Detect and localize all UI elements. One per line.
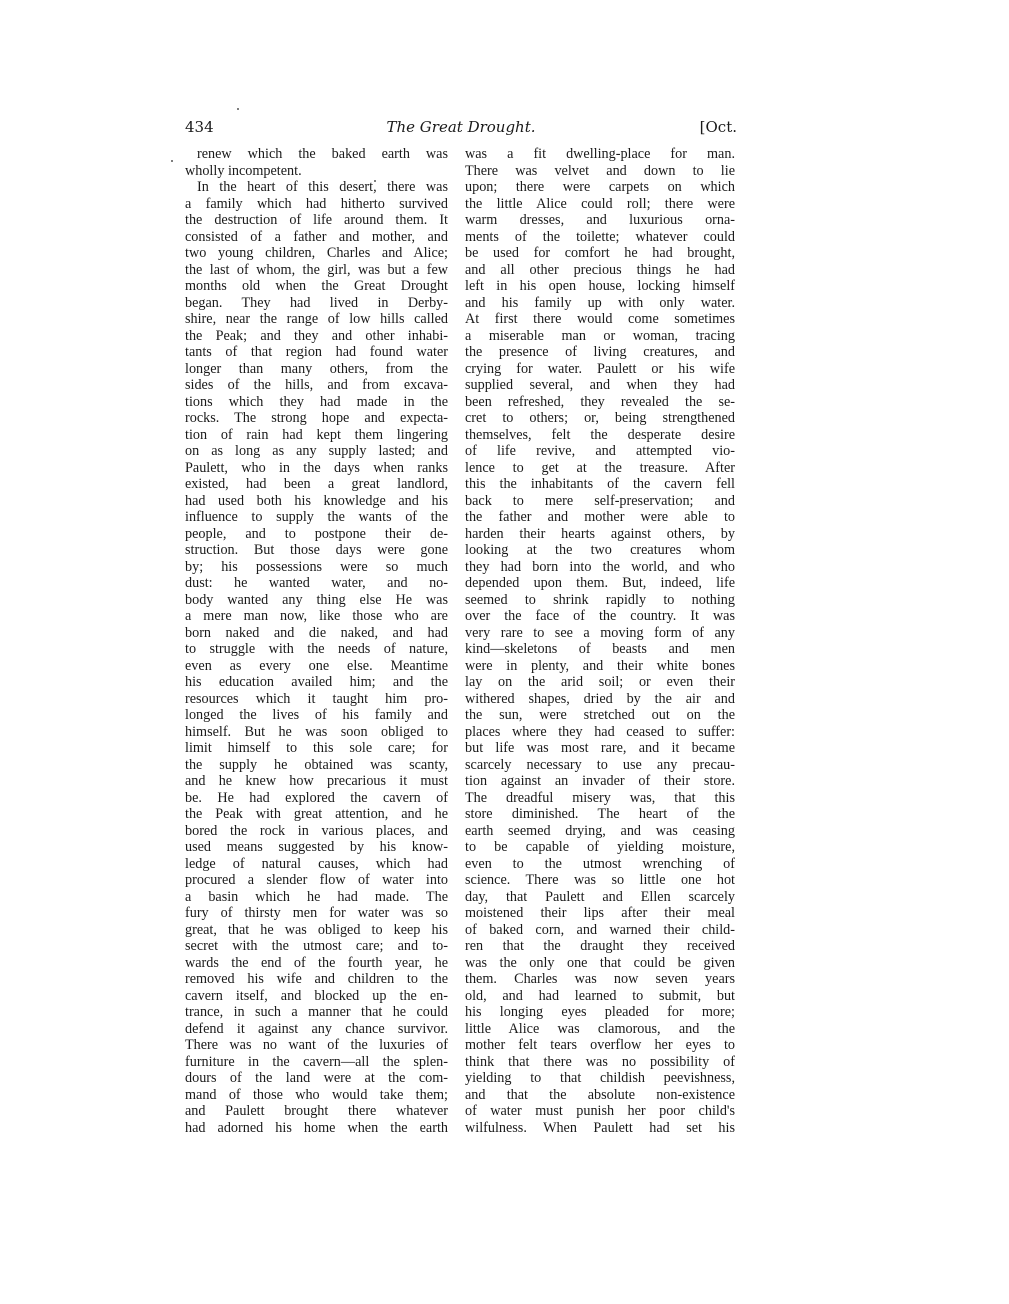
text-line: bored the rock in various places, and (185, 822, 448, 839)
text-line: consisted of a father and mother, and (185, 228, 448, 245)
text-line: the last of whom, the girl, was but a few (185, 261, 448, 278)
text-line: moistened their lips after their meal (465, 905, 735, 921)
text-line: ledge of natural causes, which had (185, 855, 448, 872)
text-line: lay on the arid soil; or even their (465, 674, 735, 690)
text-line: tants of that region had found water (185, 344, 448, 360)
text-line: rocks. The strong hope and expecta- (185, 410, 448, 426)
text-line: defend it against any chance survivor. (185, 1020, 448, 1037)
text-line: depended upon them. But, indeed, life (465, 575, 735, 591)
text-line: longer than many others, from the (185, 360, 448, 377)
text-line: the destruction of life around them. It (185, 212, 448, 228)
text-line: left in his open house, locking himself (465, 278, 735, 294)
text-line: great, that he was obliged to keep his (185, 921, 448, 938)
text-line: cret to others; or, being strengthened (465, 410, 735, 426)
header-month: [Oct. (699, 118, 737, 136)
text-line: and all other precious things he had (465, 261, 735, 278)
text-line: dours of the land were at the com- (185, 1070, 448, 1086)
text-line: lence to get at the treasure. After (465, 459, 735, 476)
text-line: to struggle with the needs of nature, (185, 641, 448, 657)
text-line: looking at the two creatures whom (465, 542, 735, 558)
text-line: months old when the Great Drought (185, 278, 448, 294)
text-line: removed his wife and children to the (185, 971, 448, 987)
text-line: tions which they had made in the (185, 393, 448, 410)
text-line: his education availed him; and the (185, 674, 448, 690)
text-line: of water must punish her poor child's (465, 1103, 735, 1119)
ink-speck (171, 160, 173, 162)
text-line: a miserable man or woman, tracing (465, 327, 735, 344)
text-line: furniture in the cavern—all the splen- (185, 1053, 448, 1070)
text-line: began. They had lived in Derby- (185, 294, 448, 311)
text-line: them. Charles was now seven years (465, 971, 735, 987)
page-number: 434 (185, 118, 214, 136)
text-line: resources which it taught him pro- (185, 690, 448, 707)
text-line: procured a slender flow of water into (185, 872, 448, 888)
text-line: they had born into the world, and who (465, 558, 735, 575)
text-line: the presence of living creatures, and (465, 344, 735, 360)
text-line: born naked and die naked, and had (185, 624, 448, 641)
text-line: yielding to that childish peevishness, (465, 1070, 735, 1086)
text-line: his longing eyes pleaded for more; (465, 1004, 735, 1020)
text-line: a family which had hitherto survived (185, 195, 448, 212)
text-line: seemed to shrink rapidly to nothing (465, 591, 735, 608)
text-line: influence to supply the wants of the (185, 509, 448, 525)
text-line: At first there would come sometimes (465, 311, 735, 327)
text-line: wilfulness. When Paulett had set his (465, 1119, 735, 1136)
text-line: scarcely necessary to use any precau- (465, 756, 735, 773)
text-line: been refreshed, they revealed the se- (465, 393, 735, 410)
text-line: warm dresses, and luxurious orna- (465, 212, 735, 228)
text-line: trance, in such a manner that he could (185, 1004, 448, 1020)
text-line: longed the lives of his family and (185, 707, 448, 723)
text-line: was a fit dwelling-place for man. (465, 146, 735, 162)
running-title: The Great Drought. (386, 118, 536, 136)
text-line: a basin which he had made. The (185, 888, 448, 905)
text-line: wards the end of the fourth year, he (185, 954, 448, 971)
running-header (185, 116, 737, 140)
text-line: little Alice was clamorous, and the (465, 1020, 735, 1037)
text-line: mother felt tears overflow her eyes to (465, 1037, 735, 1053)
text-line: two young children, Charles and Alice; (185, 245, 448, 261)
text-line: was the only one that could be given (465, 954, 735, 971)
text-line: sides of the hills, and from excava- (185, 377, 448, 393)
text-line: think that there was no possibility of (465, 1053, 735, 1070)
text-line: ments of the toilette; whatever could (465, 228, 735, 245)
text-line: of baked corn, and warned their child- (465, 921, 735, 938)
text-line: over the face of the country. It was (465, 608, 735, 624)
text-line: body wanted any thing else He was (185, 591, 448, 608)
text-line: science. There was so little one hot (465, 872, 735, 888)
text-line: wholly incompetent. (185, 162, 302, 179)
text-line: tion of rain had kept them lingering (185, 426, 448, 443)
text-line: renew which the baked earth was (197, 146, 448, 162)
text-line: earth seemed drying, and was ceasing (465, 822, 735, 839)
text-line: harden their hearts against others, by (465, 525, 735, 542)
text-line: crying for water. Paulett or his wife (465, 360, 735, 377)
text-line: and his family up with only water. (465, 294, 735, 311)
text-line: very rare to see a moving form of any (465, 624, 735, 641)
text-line: even as every one else. Meantime (185, 657, 448, 674)
text-line: fury of thirsty men for water was so (185, 905, 448, 921)
text-line: and that the absolute non-existence (465, 1086, 735, 1103)
text-line: withered shapes, dried by the air and (465, 690, 735, 707)
right-column (465, 146, 735, 1136)
text-line: ren that the draught they received (465, 938, 735, 954)
text-line: on as long as any supply lasted; and (185, 443, 448, 459)
text-line: himself. But he was soon obliged to (185, 723, 448, 740)
text-line: There was no want of the luxuries of (185, 1037, 448, 1053)
text-line: a mere man now, like those who are (185, 608, 448, 624)
text-line: the Peak with great attention, and he (185, 806, 448, 822)
text-line: The dreadful misery was, that this (465, 789, 735, 806)
text-line: themselves, felt the desperate desire (465, 426, 735, 443)
text-line: dust: he wanted water, and no- (185, 575, 448, 591)
text-line: of life revive, and attempted vio- (465, 443, 735, 459)
text-line: There was velvet and down to lie (465, 162, 735, 179)
text-line: this the inhabitants of the cavern fell (465, 476, 735, 492)
text-line: the father and mother were able to (465, 509, 735, 525)
text-line: tion against an invader of their store. (465, 773, 735, 789)
text-line: struction. But those days were gone (185, 542, 448, 558)
text-line: people, and to postpone their de- (185, 525, 448, 542)
text-line: places where they had ceased to suffer: (465, 723, 735, 740)
text-line: and he knew how precarious it must (185, 773, 448, 789)
text-line: In the heart of this desert, there was (197, 179, 448, 195)
text-line: day, that Paulett and Ellen scarcely (465, 888, 735, 905)
text-line: shire, near the range of low hills called (185, 311, 448, 327)
text-line: the supply he obtained was scanty, (185, 756, 448, 773)
text-line: secret with the utmost care; and to- (185, 938, 448, 954)
text-line: be. He had explored the cavern of (185, 789, 448, 806)
text-line: to be capable of yielding moisture, (465, 839, 735, 855)
text-line: used means suggested by his know- (185, 839, 448, 855)
text-line: had adorned his home when the earth (185, 1119, 448, 1136)
text-line: store diminished. The heart of the (465, 806, 735, 822)
text-line: had used both his knowledge and his (185, 492, 448, 509)
text-line: by; his possessions were so much (185, 558, 448, 575)
text-line: the Peak; and they and other inhabi- (185, 327, 448, 344)
ink-speck (237, 108, 239, 110)
text-line: even to the utmost wrenching of (465, 855, 735, 872)
text-line: kind—skeletons of beasts and men (465, 641, 735, 657)
text-line: mand of those who would take them; (185, 1086, 448, 1103)
text-line: old, and had learned to submit, but (465, 987, 735, 1004)
text-line: but life was most rare, and it became (465, 740, 735, 756)
text-line: the sun, were stretched out on the (465, 707, 735, 723)
text-line: cavern itself, and blocked up the en- (185, 987, 448, 1004)
text-line: were in plenty, and their white bones (465, 657, 735, 674)
text-line: supplied several, and when they had (465, 377, 735, 393)
text-line: Paulett, who in the days when ranks (185, 459, 448, 476)
left-column (185, 146, 448, 1136)
text-line: the little Alice could roll; there were (465, 195, 735, 212)
text-line: and Paulett brought there whatever (185, 1103, 448, 1119)
text-line: upon; there were carpets on which (465, 179, 735, 195)
text-line: existed, had been a great landlord, (185, 476, 448, 492)
text-line: limit himself to this sole care; for (185, 740, 448, 756)
text-line: be used for comfort he had brought, (465, 245, 735, 261)
text-line: back to mere self-preservation; and (465, 492, 735, 509)
